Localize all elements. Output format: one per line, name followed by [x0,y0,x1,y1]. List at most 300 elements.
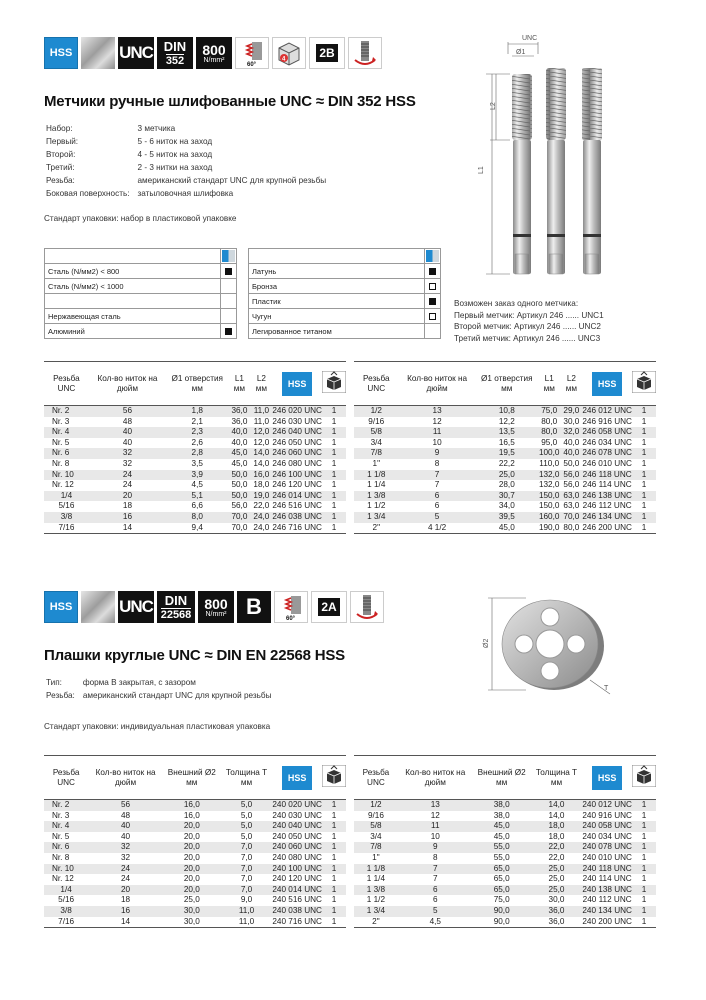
table-cell: 240 516 UNC [272,895,322,905]
form-b-icon: B [237,591,271,623]
table-cell: 240 716 UNC [272,917,322,928]
spec-row [46,690,277,701]
table-cell: 1 [322,864,346,875]
table-cell: 1 1/8 [354,864,398,875]
table-cell: 36,0 [231,416,248,426]
table-cell: 246 100 UNC [272,469,322,479]
tolerance-class-icon: 2B [309,37,345,69]
hss-badge-cell [582,756,632,800]
table-cell: 240 060 UNC [272,842,322,852]
table-cell: 70,0 [228,523,250,534]
table-cell: 10 [432,437,442,447]
table-cell: 9 [399,448,476,459]
table-cell: 240 050 UNC [272,831,322,841]
table-cell: 8,0 [166,512,228,523]
table-row [44,821,346,832]
table-cell: 20,0 [163,864,221,875]
spec-row [46,149,332,160]
tolerance-class-icon: 2A [311,591,347,623]
table-cell: 20,0 [183,831,200,841]
table-cell: 5,0 [240,810,253,820]
table-cell: 1 [641,874,647,884]
table-cell: Nr. 6 [44,448,89,459]
hss-badge: HSS [282,766,312,790]
table-row [354,523,656,534]
table-cell: 20,0 [183,852,200,862]
table-cell: 13 [399,406,476,417]
table-cell: 7/8 [354,842,398,853]
table-cell: 240 114 UNC [582,874,632,884]
table-row [44,512,346,523]
spec-value: американский стандарт UNC для крупной резьбы [137,176,327,185]
table-cell: 1 [322,906,346,917]
table-cell: Nr. 5 [52,831,70,841]
packaging-icon-cell [322,756,346,800]
table-cell: 5/16 [58,895,75,905]
table-cell: 1 [641,416,647,426]
table-cell: 16 [88,906,163,917]
table-cell: 32,0 [560,427,582,438]
spec-row [46,136,332,147]
set-of-taps-icon [272,37,306,69]
table-cell: 1 [331,501,337,511]
table-cell: 45,0 [493,831,510,841]
material-row [249,264,441,279]
table-row [354,811,656,822]
dies-table-right [354,755,656,928]
hss-icon: HSS [44,37,78,69]
table-cell: 2,6 [191,437,203,447]
table-cell: 1 [641,831,647,841]
table-cell: Nr. 2 [44,800,88,811]
table-cell: 246 516 UNC [272,501,322,511]
table-row [44,480,346,491]
column-header: Резьба UNC [44,756,88,800]
availability-line: Второй метчик: Артикул 246 ...... UNC2 [454,322,601,331]
material-name [45,294,221,309]
spec-row [46,175,332,186]
table-cell: 240 058 UNC [582,821,632,831]
table-cell: 32 [121,852,131,862]
materials-right-table [248,248,441,339]
taps-table-right [354,361,656,534]
material-name: Сталь (N/мм2) < 1000 [45,279,221,294]
table-cell: 246 012 UNC [582,406,632,415]
table-row [354,885,656,896]
table-cell: 20,0 [163,885,221,896]
table-cell: 6 [398,885,473,896]
column-header: Ø1 отверстия мм [476,362,538,406]
table-cell: 40 [89,427,166,438]
column-header: L2 мм [560,362,582,406]
table-cell: 16,0 [163,800,221,811]
table-cell: 1 [632,906,656,917]
table-cell: 1 1/4 [367,480,386,490]
table-cell: 1 [331,480,337,490]
table-cell: 5/8 [354,821,398,832]
table-row [44,438,346,449]
table-cell: 246 112 UNC [582,501,632,511]
table-cell: Nr. 5 [52,437,70,447]
table-cell: 246 118 UNC [582,469,632,479]
table-cell: 1 1/2 [366,895,386,905]
strength-icon: 800 N/mm² [198,591,234,623]
table-cell: 1 1/4 [366,874,386,884]
table-cell: 2,3 [166,427,228,438]
table-cell: 1 [632,842,656,853]
table-cell: 80,0 [541,416,558,426]
table-cell: 246 034 UNC [582,437,632,447]
table-cell: 1 [331,810,337,820]
metal-surface-icon [81,37,115,69]
table-row [44,864,346,875]
spec-label: Третий: [46,163,75,172]
spec-label: Набор: [46,124,73,133]
column-header: Ø1 отверстия мм [166,362,228,406]
table-cell: 1 [322,427,346,438]
din-standard-icon: DIN 352 [157,37,193,69]
table-cell: 40 [121,831,131,841]
table-cell: 65,0 [473,864,531,875]
table-cell: 45,0 [231,458,248,468]
table-cell: 246 078 UNC [582,448,632,458]
table-cell: 19,5 [476,448,538,459]
spec-value: 4 - 5 ниток на заход [137,150,213,159]
material-mark-cell [425,279,441,294]
table-cell: 25,0 [183,895,200,905]
table-cell: 1 [322,885,346,896]
svg-text:60°: 60° [286,616,296,622]
table-cell: 30,7 [476,491,538,502]
table-cell: 16 [89,512,166,523]
table-cell: 6 [433,895,438,905]
material-mark-cell [425,264,441,279]
table-cell: 7/8 [354,448,399,459]
table-cell: 4,5 [398,917,473,928]
table-cell: 18,0 [548,831,565,841]
table-cell: 25,0 [531,885,583,896]
table-cell: 48 [122,416,133,426]
thread-angle-icon [274,591,308,623]
table-row [354,842,656,853]
table-cell: 3/8 [44,512,89,523]
dies-title: Плашки круглые UNC ≈ DIN EN 22568 HSS [44,647,345,664]
table-cell: 246 716 UNC [272,523,322,534]
table-cell: 39,5 [476,512,538,523]
table-cell: 8 [433,852,438,862]
table-cell: 24 [88,864,163,875]
table-cell: 63,0 [563,501,580,511]
spec-label: Резьба: [46,691,75,700]
table-cell: 246 058 UNC [582,427,632,437]
hss-badge: HSS [282,372,312,396]
table-cell: 1 [331,458,337,468]
table-row [354,906,656,917]
table-row [44,885,346,896]
table-cell: 24 [121,874,131,884]
table-cell: 32 [122,458,133,468]
table-cell: 40,0 [228,427,250,438]
table-cell: 56,0 [563,480,580,490]
table-cell: 34,0 [498,501,515,511]
thread-angle-icon [235,37,269,69]
material-row [45,279,237,294]
table-cell: 246 134 UNC [582,511,632,521]
table-cell: 1 [641,852,647,862]
svg-text:60°: 60° [247,62,257,68]
table-cell: 14,0 [250,448,272,459]
diagram-t-label: T [604,685,609,692]
material-mark-cell [425,294,441,309]
table-cell: 240 012 UNC [582,800,632,809]
material-header-spacer [45,249,221,264]
table-cell: 20 [88,885,163,896]
table-cell: 7,0 [240,852,253,862]
table-cell: 1 [641,810,647,820]
table-cell: 246 060 UNC [272,448,322,458]
table-row [354,459,656,470]
table-row [354,501,656,512]
material-name: Чугун [249,309,425,324]
table-cell: 12,0 [253,437,270,447]
column-header: Кол-во ниток на дюйм [88,756,163,800]
unc-icon: UNC [118,37,154,69]
spec-row [46,123,332,134]
hss-badge-cell [272,362,322,406]
table-cell: 240 040 UNC [272,821,322,831]
material-row [249,279,441,294]
table-cell: 5,0 [221,800,273,811]
packaging-icon-cell [322,362,346,406]
table-cell: 22,0 [531,842,583,853]
spec-value: американский стандарт UNC для крупной резьбы [82,691,272,700]
column-header: Кол-во ниток на дюйм [89,362,166,406]
suitable-filled-square-icon [429,268,436,275]
table-cell: 1 [331,437,337,447]
material-name: Сталь (N/мм2) < 800 [45,264,221,279]
material-row [45,324,237,339]
table-cell: 240 118 UNC [582,863,632,873]
column-header: Толщина T мм [221,756,273,800]
table-cell: 246 050 UNC [272,437,322,447]
column-header: Внешний Ø2 мм [473,756,531,800]
din-standard-icon: DIN 22568 [157,591,195,623]
single-tap-availability [454,298,604,344]
table-cell: 1 [322,842,346,853]
material-row [45,309,237,324]
table-cell: 55,0 [493,852,510,862]
table-cell: 24,0 [250,512,272,523]
table-cell: 11,0 [221,906,273,917]
table-cell: 12,2 [498,416,515,426]
table-cell: 28,0 [498,480,515,490]
table-cell: 160,0 [538,511,560,521]
table-cell: 1 1/2 [367,501,386,511]
table-row [354,470,656,481]
table-cell: 56 [88,800,163,811]
table-cell: 19,0 [250,491,272,502]
table-cell: 1 3/8 [354,491,399,502]
table-cell: Nr. 3 [52,416,70,426]
table-cell: 7 [434,480,440,490]
table-row [44,470,346,481]
spec-row [46,677,277,688]
taps-diagram [470,32,640,280]
table-cell: 1 [632,448,656,459]
table-cell: 2,8 [166,448,228,459]
table-cell: 38,0 [473,800,531,811]
table-row [44,800,346,811]
table-cell: 5/8 [354,427,399,438]
table-cell: 70,0 [228,512,250,523]
table-row [354,895,656,906]
table-cell: 45,0 [476,523,538,534]
table-cell: 240 038 UNC [272,905,322,915]
column-header: Резьба UNC [354,362,399,406]
table-cell: 1 3/8 [354,885,398,896]
table-cell: 1 [632,470,656,481]
material-row [45,294,237,309]
diagram-d2-label: Ø2 [483,638,490,648]
table-cell: 50,0 [228,491,250,502]
hss-badge: HSS [592,766,622,790]
table-cell: 6 [399,491,476,502]
column-header: Кол-во ниток на дюйм [399,362,476,406]
diagram-l1-label: L1 [478,166,485,174]
table-cell: 1 [331,852,337,862]
table-cell: 240 200 UNC [582,917,632,928]
table-row [354,438,656,449]
table-row [44,459,346,470]
table-cell: 45,0 [473,821,531,832]
table-cell: 2,1 [191,416,203,426]
table-cell: 9,4 [166,523,228,534]
table-row [354,800,656,811]
die-diagram [478,584,628,702]
taps-specs [44,121,334,201]
column-header: Кол-во ниток на дюйм [398,756,473,800]
table-row [354,427,656,438]
table-cell: 1 [632,427,656,438]
material-name: Алюминий [45,324,221,339]
table-cell: 240 100 UNC [272,863,322,873]
table-cell: 1 [632,800,656,811]
material-mark-cell [425,324,441,339]
table-cell: 55,0 [473,842,531,853]
dies-specs [44,675,279,703]
table-cell: 20,0 [183,874,200,884]
table-cell: Nr. 8 [52,852,70,862]
table-row [44,906,346,917]
table-cell: 240 112 UNC [582,895,632,905]
svg-text:4: 4 [282,56,286,63]
table-cell: 90,0 [473,917,531,928]
table-cell: 1/4 [44,491,89,502]
table-cell: 5/16 [58,501,75,511]
table-cell: 75,0 [493,895,510,905]
table-cell: 1 [331,874,337,884]
column-header: Толщина T мм [531,756,583,800]
table-cell: 24,0 [250,523,272,534]
table-cell: Nr. 10 [44,864,88,875]
material-row [249,294,441,309]
table-cell: Nr. 2 [44,406,89,417]
table-cell: 1/4 [44,885,88,896]
table-cell: 1,8 [166,406,228,417]
table-cell: 240 916 UNC [582,810,632,820]
table-cell: 240 120 UNC [272,874,322,884]
table-row [354,448,656,459]
material-name: Латунь [249,264,425,279]
conditional-empty-square-icon [429,283,436,290]
table-cell: 11,0 [250,406,272,417]
table-cell: 30,0 [548,895,565,905]
material-header-icon-cell [425,249,441,264]
table-cell: 7,0 [221,842,273,853]
table-cell: 246 200 UNC [582,523,632,534]
table-cell: 7/16 [44,523,89,534]
table-cell: 1 [632,885,656,896]
table-cell: 22,0 [253,501,270,511]
table-cell: 50,0 [231,480,248,490]
material-row [249,309,441,324]
column-header: Резьба UNC [354,756,398,800]
table-cell: 1/2 [354,406,399,417]
table-cell: 13 [398,800,473,811]
table-row [354,417,656,428]
table-cell: 240 030 UNC [272,810,322,820]
right-hand-thread-icon [350,591,384,623]
table-cell: 11 [398,821,473,832]
spec-value: затыловочная шлифовка [137,189,234,198]
application-icon [222,250,235,262]
availability-line: Третий метчик: Артикул 246 ...... UNC3 [454,333,601,343]
column-header: L1 мм [228,362,250,406]
unc-icon: UNC [118,591,154,623]
table-cell: 29,0 [560,406,582,417]
table-cell: 16,0 [250,470,272,481]
table-cell: 36,0 [531,917,583,928]
table-cell: 5,0 [240,831,253,841]
table-row [354,853,656,864]
table-cell: 30,0 [563,416,580,426]
tap-second-drawing [546,68,566,274]
spec-label: Боковая поверхность: [46,189,130,198]
table-cell: 246 040 UNC [272,427,322,437]
packaging-icon-cell [632,362,656,406]
table-cell: 24 [89,470,166,481]
spec-row [46,188,332,199]
table-cell: 9,0 [240,895,253,905]
table-cell: 7,0 [221,864,273,875]
table-cell: Nr. 3 [52,810,70,820]
table-cell: 1 3/4 [354,906,398,917]
table-cell: 11 [399,427,476,438]
table-cell: 5 [398,906,473,917]
table-cell: 1 [322,800,346,811]
table-cell: Nr. 4 [44,821,88,832]
table-cell: 30,0 [163,906,221,917]
dies-packaging: Стандарт упаковки: индивидуальная пластиковая упаковка [44,722,271,731]
table-cell: 25,0 [531,864,583,875]
hss-badge-cell [272,756,322,800]
table-row [44,842,346,853]
table-cell: 246 080 UNC [272,458,322,468]
table-cell: 50,0 [228,470,250,481]
table-cell: 190,0 [538,523,560,534]
table-row [44,427,346,438]
table-cell: Nr. 6 [44,842,88,853]
